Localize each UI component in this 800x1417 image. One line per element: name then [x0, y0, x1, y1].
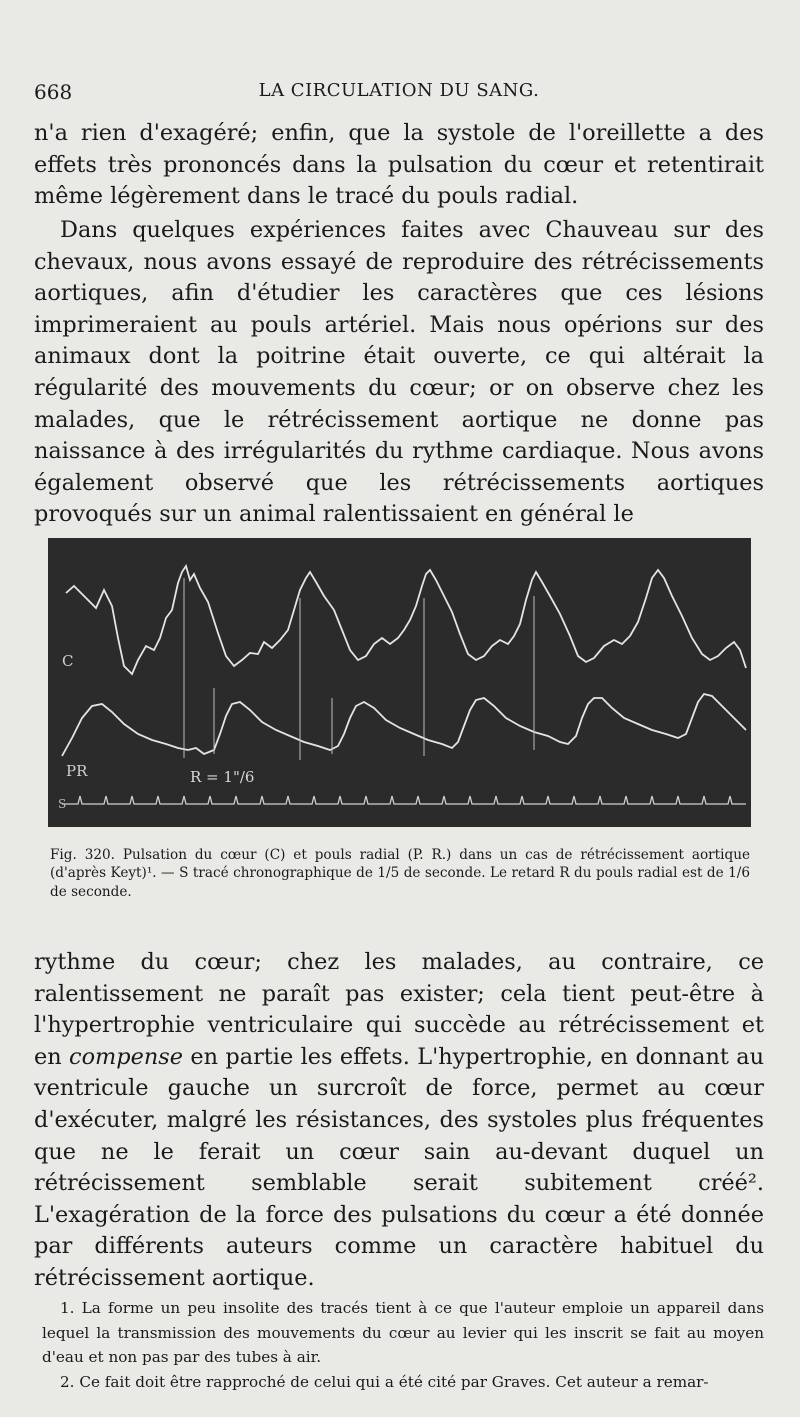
figure-caption: Fig. 320. Pulsation du cœur (C) et pouls radial (P. R.) dans un cas de rétrécissement aortique (d'après Keyt)¹. — S tracé chronographique de 1/5 de seconde. Le retard R du pouls radial est de 1/6 de seconde.: [50, 847, 750, 900]
emphasis-compense: compense: [69, 1043, 184, 1070]
figure-320-tracing: [48, 538, 751, 827]
paragraph-3-part-1: rythme du cœur; chez les malades, au contraire, ce ralentissement ne paraît pas exister; cela tient peut-être à l'hypertrophie ventriculaire qui succède au rétrécissement et en: [34, 949, 764, 1070]
paragraph-3: [34, 947, 764, 1295]
paragraph-2: Dans quelques expériences faites avec Chauveau sur des chevaux, nous avons essayé de reproduire des rétrécissements aortiques, afin d'étudier les caractères que ces lésions imprimeraient au pouls artériel. Mais nous opérions sur des animaux dont la poitrine était ouverte, ce qui altérait la régularité des mouvements du cœur; or on observe chez les malades, que le rétrécissement aortique ne donne pas naissance à des irrégularités du rythme cardiaque. Nous avons également observé que les rétrécissements aortiques provoqués sur un animal ralentissaient en général le: [34, 217, 764, 528]
label-c: C: [62, 652, 74, 670]
tracing-plate: [48, 538, 751, 827]
footnote-1: 1. La forme un peu insolite des tracés tient à ce que l'auteur emploie un appareil dans lequel la transmission des mouvements du cœur au levier qui les inscrit se fait au moyen d'eau et non pas par des tubes à air.: [42, 1299, 764, 1366]
page-header: [34, 80, 764, 110]
label-pr: PR: [66, 762, 88, 780]
page-number: 668: [34, 80, 73, 104]
plate-background: [48, 538, 751, 827]
running-title: LA CIRCULATION DU SANG.: [258, 80, 540, 101]
label-s: S: [58, 797, 67, 811]
label-r: R = 1"/6: [190, 768, 255, 786]
paragraph-1: n'a rien d'exagéré; enfin, que la systole de l'oreillette a des effets très prononcés dans la pulsation du cœur et retentirait même légèrement dans le tracé du pouls radial.: [34, 120, 764, 210]
footnotes: [42, 1296, 764, 1394]
paragraph-3-part-2: en partie les effets. L'hypertrophie, en donnant au ventricule gauche un surcroît de force, permet au cœur d'exécuter, malgré les résistances, des systoles plus fréquentes que ne le ferait un cœur sain au-devant duquel un rétrécissement semblable serait subitement créé². L'exagération de la force des pulsations du cœur a été donnée par différents auteurs comme un caractère habituel du rétrécissement aortique.: [34, 1043, 764, 1291]
footnote-2: 2. Ce fait doit être rapproché de celui qui a été cité par Graves. Cet auteur a remar-: [60, 1372, 709, 1391]
